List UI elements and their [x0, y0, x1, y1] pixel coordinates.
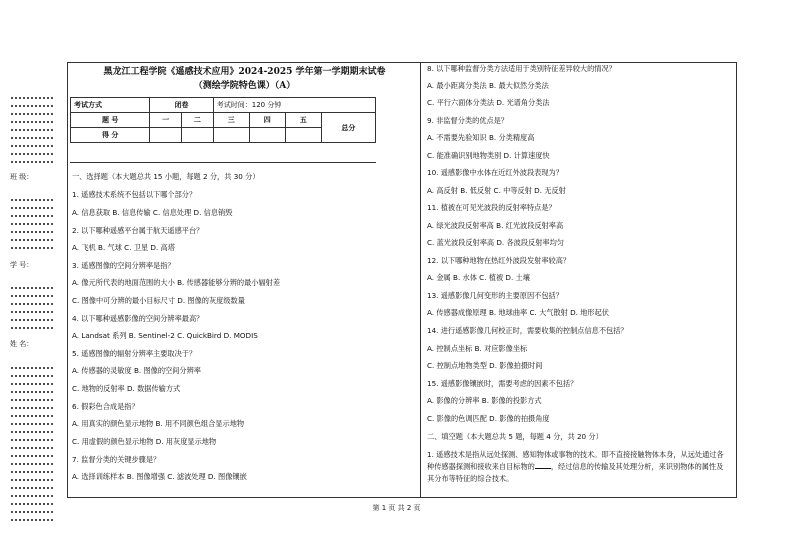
binding-dots: [10, 144, 54, 148]
binding-dots: [10, 326, 54, 330]
question-options: A. 传感器的灵敏度 B. 图像的空间分辨率: [72, 366, 201, 375]
question-text: 12. 以下哪种地物在热红外波段发射率较高？: [427, 256, 571, 265]
binding-dots: [10, 438, 54, 442]
fill-blank-text: ，经过信息的传输及其处理分析，来识别物体的属性及其分布等特征的综合技术。: [427, 462, 724, 483]
question-options: A. 用真实的颜色显示地物 B. 用不同颜色组合显示地物: [72, 419, 245, 428]
question-options: A. 高反射 B. 低反射 C. 中等反射 D. 无反射: [427, 186, 566, 195]
binding-dots: [10, 382, 54, 386]
score-cell: [150, 128, 182, 143]
question-options: C. 地物的反射率 D. 数据传输方式: [72, 384, 181, 393]
col-header: 一: [150, 113, 182, 128]
binding-dots: [10, 366, 54, 370]
col-header: 四: [249, 113, 285, 128]
binding-dots: [10, 104, 54, 108]
question-text: 8. 以下哪种监督分类方法适用于类别特征差异较大的情况？: [427, 64, 616, 73]
question-options: A. 影像的分辨率 B. 影像的投影方式: [427, 396, 542, 405]
binding-dots: [10, 96, 54, 100]
col-header: 五: [285, 113, 321, 128]
question-options: C. 用虚假的颜色显示地物 D. 用灰度显示地物: [72, 437, 217, 446]
binding-dots: [10, 374, 54, 378]
question-text: 11. 植被在可见光波段的反射率特点是？: [427, 203, 556, 212]
exam-mode-label: 考试方式: [71, 98, 150, 113]
binding-dots: [10, 198, 54, 202]
question-options: A. 选择训练样本 B. 图像增强 C. 滤波处理 D. 图像镶嵌: [72, 472, 247, 481]
fill-blank-question: [427, 449, 727, 485]
question-options: A. 最小距离分类法 B. 最大似然分类法: [427, 81, 549, 90]
binding-dots: [10, 406, 54, 410]
score-cell: [249, 128, 285, 143]
binding-dots: [10, 454, 54, 458]
class-label: 班 级：: [10, 173, 34, 181]
question-options: A. 不需要先验知识 B. 分类精度高: [427, 133, 535, 142]
question-text: 5. 遥感图像的辐射分辨率主要取决于？: [72, 349, 197, 358]
binding-dots: [10, 152, 54, 156]
binding-dots: [10, 206, 54, 210]
binding-dots: [10, 286, 54, 290]
binding-dots: [10, 422, 54, 426]
question-options: C. 蓝光波段反射率高 D. 各波段反射率均匀: [427, 238, 564, 247]
question-text: 7. 监督分类的关键步骤是？: [72, 455, 161, 464]
question-options: A. 信息获取 B. 信息传输 C. 信息处理 D. 信息销毁: [72, 208, 233, 217]
question-text: 15. 遥感影像镶嵌时，需要考虑的因素不包括？: [427, 379, 578, 388]
score-label: 得 分: [71, 128, 150, 143]
binding-dots: [10, 294, 54, 298]
score-cell: [182, 128, 214, 143]
question-text: 10. 遥感影像中水体在近红外波段表现为？: [427, 168, 563, 177]
binding-dots: [10, 120, 54, 124]
binding-dots: [10, 494, 54, 498]
binding-dots: [10, 462, 54, 466]
binding-dots: [10, 160, 54, 164]
question-options: A. 飞机 B. 气球 C. 卫星 D. 高塔: [72, 243, 175, 252]
section-heading: 二、填空题（本大题总共 5 题，每题 4 分，共 20 分）: [427, 432, 603, 441]
question-text: 2. 以下哪种遥感平台属于航天遥感平台？: [72, 226, 204, 235]
name-label: 姓 名：: [10, 340, 34, 348]
question-text: 6. 假彩色合成是指？: [72, 402, 139, 411]
section-heading: 一、选择题（本大题总共 15 小题，每题 2 分，共 30 分）: [72, 172, 260, 181]
score-cell: [285, 128, 321, 143]
binding-dots: [10, 478, 54, 482]
col-header: 三: [213, 113, 249, 128]
binding-dots: [10, 112, 54, 116]
answer-blank[interactable]: [535, 462, 551, 469]
binding-dots: [10, 302, 54, 306]
page-number: 第 1 页 共 2 页: [372, 504, 421, 512]
question-options: A. Landsat 系列 B. Sentinel-2 C. QuickBird D. MODIS: [72, 331, 258, 340]
question-no-label: 题 号: [71, 113, 150, 128]
column-divider: [420, 62, 421, 498]
binding-dots: [10, 486, 54, 490]
exam-time: 考试时间：120 分钟: [213, 98, 375, 113]
binding-dots: [10, 470, 54, 474]
question-options: A. 金属 B. 水体 C. 植被 D. 土壤: [427, 273, 530, 282]
binding-dots: [10, 238, 54, 242]
binding-dots: [10, 136, 54, 140]
binding-dots: [10, 246, 54, 250]
question-options: A. 像元所代表的地面范围的大小 B. 传感器能够分辨的最小辐射差: [72, 278, 281, 287]
question-text: 3. 遥感图像的空间分辨率是指？: [72, 261, 175, 270]
question-text: 1. 遥感技术系统不包括以下哪个部分？: [72, 190, 197, 199]
binding-dots: [10, 446, 54, 450]
col-header: 二: [182, 113, 214, 128]
binding-dots: [10, 398, 54, 402]
binding-dots: [10, 390, 54, 394]
binding-dots: [10, 222, 54, 226]
question-options: C. 平行六面体分类法 D. 光谱角分类法: [427, 98, 550, 107]
binding-dots: [10, 128, 54, 132]
binding-dots: [10, 518, 54, 522]
question-options: C. 影像的色调匹配 D. 影像的拍摄角度: [427, 414, 550, 423]
exam-title: 黑龙江工程学院《遥感技术应用》2024-2025 学年第一学期期末试卷: [103, 67, 386, 77]
question-options: C. 图像中可分辨的最小目标尺寸 D. 图像的灰度级数量: [72, 296, 245, 305]
section-rule: [70, 162, 376, 163]
binding-dots: [10, 310, 54, 314]
exam-mode-value: 闭卷: [150, 98, 213, 113]
question-options: C. 能准确识别地物类别 D. 计算速度快: [427, 151, 550, 160]
binding-dots: [10, 318, 54, 322]
question-text: 4. 以下哪种遥感影像的空间分辨率最高？: [72, 314, 204, 323]
binding-dots: [10, 230, 54, 234]
binding-dots: [10, 214, 54, 218]
score-cell: [213, 128, 249, 143]
question-options: A. 传感器成像原理 B. 地球曲率 C. 大气散射 D. 地形起伏: [427, 308, 609, 317]
question-options: C. 控制点地物类型 D. 影像拍摄时间: [427, 361, 543, 370]
question-text: 13. 遥感影像几何变形的主要原因不包括？: [427, 291, 563, 300]
question-options: A. 绿光波段反射率高 B. 红光波段反射率高: [427, 221, 564, 230]
student-id-label: 学 号：: [10, 261, 34, 269]
binding-dots: [10, 414, 54, 418]
fill-blank-text: 1. 遥感技术是指从远处探测、感知物体或事物的技术。即不直接接触物体本身，从远处通过各种传感器探测和接收来自目标物的: [427, 450, 724, 471]
binding-dots: [10, 430, 54, 434]
score-table: [70, 97, 376, 143]
question-text: 14. 进行遥感影像几何校正时，需要收集的控制点信息不包括？: [427, 326, 628, 335]
question-options: A. 控制点坐标 B. 对应影像坐标: [427, 344, 528, 353]
question-text: 9. 非监督分类的优点是？: [427, 116, 509, 125]
total-label: 总分: [321, 113, 375, 143]
exam-subtitle: （测绘学院特色课）（A）: [193, 81, 296, 91]
